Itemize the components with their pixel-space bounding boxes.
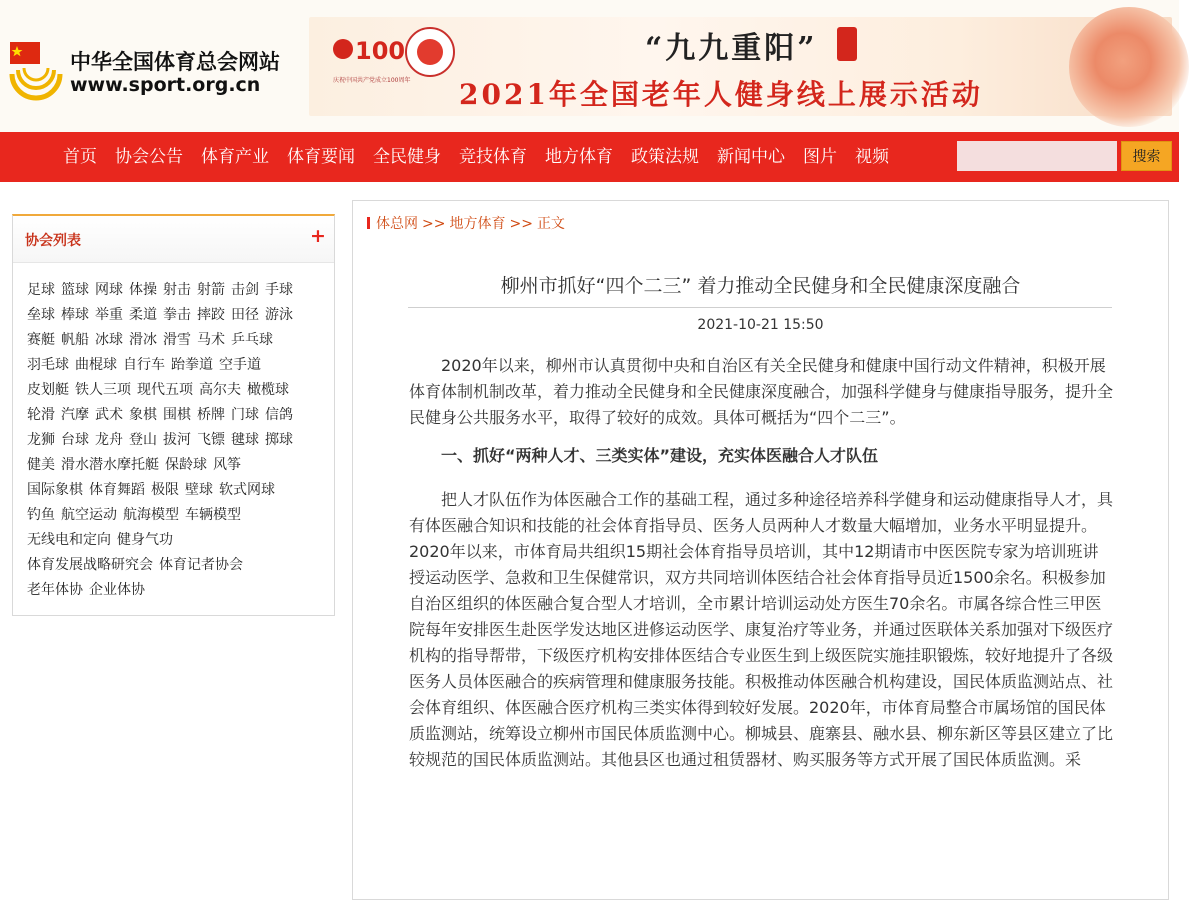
association-row <box>27 528 327 553</box>
association-link[interactable]: 滑冰 <box>129 332 157 348</box>
nav-item-9[interactable]: 图片 <box>803 147 837 167</box>
article-title: 柳州市抓好“四个二三” 着力推动全民健身和全民健康深度融合 <box>500 275 1021 297</box>
nav-item-3[interactable]: 体育要闻 <box>287 147 355 167</box>
association-link[interactable]: 健身气功 <box>117 532 173 548</box>
association-link[interactable]: 跆拳道 <box>171 357 213 373</box>
association-link[interactable]: 滑水潜水摩托艇 <box>61 457 159 473</box>
association-link[interactable]: 壁球 <box>185 482 213 498</box>
association-link[interactable]: 高尔夫 <box>199 382 241 398</box>
nav-item-6[interactable]: 地方体育 <box>545 147 613 167</box>
association-row <box>27 378 327 403</box>
association-link[interactable]: 铁人三项 <box>75 382 131 398</box>
breadcrumb <box>367 213 565 233</box>
association-link[interactable]: 垒球 <box>27 307 55 323</box>
event-banner[interactable] <box>309 17 1172 116</box>
association-link[interactable]: 网球 <box>95 282 123 298</box>
association-link[interactable]: 围棋 <box>163 407 191 423</box>
association-row <box>27 503 327 528</box>
association-link[interactable]: 钓鱼 <box>27 507 55 523</box>
nav-item-0[interactable]: 首页 <box>63 147 97 167</box>
association-row <box>27 303 327 328</box>
banner-seal-icon <box>837 27 857 61</box>
site-header <box>0 0 1179 132</box>
party-100-badge-icon <box>331 27 406 77</box>
article-panel <box>352 200 1169 900</box>
association-link[interactable]: 拳击 <box>163 307 191 323</box>
association-link[interactable]: 国际象棋 <box>27 482 83 498</box>
breadcrumb-marker-icon <box>367 217 370 229</box>
association-link[interactable]: 车辆模型 <box>185 507 241 523</box>
association-link[interactable]: 航空运动 <box>61 507 117 523</box>
banner-subtitle: 2021年全国老年人健身线上展示活动 <box>459 78 983 111</box>
association-link[interactable]: 航海模型 <box>123 507 179 523</box>
expand-plus-icon[interactable]: + <box>310 225 326 247</box>
association-link[interactable]: 汽摩 <box>61 407 89 423</box>
site-name: 中华全国体育总会网站 <box>70 50 280 74</box>
nav-item-5[interactable]: 竞技体育 <box>459 147 527 167</box>
association-link[interactable]: 保龄球 <box>165 457 207 473</box>
association-link[interactable]: 体育舞蹈 <box>89 482 145 498</box>
sidebar-header <box>13 216 334 263</box>
association-row <box>27 453 327 478</box>
association-sidebar <box>12 214 335 616</box>
association-link[interactable]: 健美 <box>27 457 55 473</box>
association-link[interactable]: 龙狮 <box>27 432 55 448</box>
association-link[interactable]: 滑雪 <box>163 332 191 348</box>
association-link[interactable]: 马术 <box>197 332 225 348</box>
association-link[interactable]: 登山 <box>129 432 157 448</box>
association-link[interactable]: 掷球 <box>265 432 293 448</box>
breadcrumb-link[interactable]: 正文 <box>536 216 565 232</box>
association-row <box>27 478 327 503</box>
breadcrumb-link[interactable]: 地方体育 <box>449 216 506 232</box>
nav-items <box>54 132 898 182</box>
association-row <box>27 428 327 453</box>
association-link[interactable]: 橄榄球 <box>247 382 289 398</box>
banner-title: “九九重阳” <box>645 31 818 66</box>
nav-item-8[interactable]: 新闻中心 <box>717 147 785 167</box>
association-link[interactable]: 手球 <box>265 282 293 298</box>
nav-item-7[interactable]: 政策法规 <box>631 147 699 167</box>
association-link[interactable]: 极限 <box>151 482 179 498</box>
association-link[interactable]: 无线电和定向 <box>27 532 111 548</box>
association-row <box>27 328 327 353</box>
article-paragraph: 把人才队伍作为体医融合工作的基础工程，通过多种途径培养科学健身和运动健康指导人才，具有体医融合知识和技能的社会体育指导员、医务人员两种人才数量大幅增加，业务水平明显提升。2020年以来，市体育局共组织15期社会体育指导员培训，其中12期请市中医医院专家为培训班讲授运动医学、急救和卫生保健常识，双方共同培训体医结合社会体育指导员近1500余名。积极参加自治区组织的体医融合复合型人才培训，全市累计培训运动处方医生70余名。市属各综合性三甲医院每年安排医生赴医学发达地区进修运动医学、康复治疗等业务，并通过医联体关系加强对下级医疗机构的指导帮带，下级医疗机构安排体医结合专业医生到上级医院实施挂职锻炼，较好地提升了各级医务人员体医融合的疾病管理和健康服务技能。积极推动体医融合机构建设，国民体质监测站点、社会体育组织、体医融合医疗机构三类实体得到较好发展。2020年，市体育局整合市属场馆的国民体质监测站，统筹设立柳州市国民体质监测中心。柳城县、鹿寨县、融水县、柳东新区等县区建立了比较规范的国民体质监测站。其他县区也通过租赁器材、购买服务等方式开展了国民体质监测。采 <box>409 490 1114 769</box>
association-link[interactable]: 武术 <box>95 407 123 423</box>
badge-caption: 庆祝中国共产党成立100周年 <box>333 77 411 84</box>
association-link[interactable]: 举重 <box>95 307 123 323</box>
association-link[interactable]: 企业体协 <box>89 582 145 598</box>
association-link[interactable]: 桥牌 <box>197 407 225 423</box>
association-link[interactable]: 信鸽 <box>265 407 293 423</box>
breadcrumb-link[interactable]: 体总网 <box>376 216 418 232</box>
association-link[interactable]: 羽毛球 <box>27 357 69 373</box>
association-row <box>27 403 327 428</box>
association-link[interactable]: 射击 <box>163 282 191 298</box>
association-link[interactable]: 风筝 <box>213 457 241 473</box>
association-list <box>27 278 327 603</box>
association-row <box>27 353 327 378</box>
breadcrumb-separator: >> <box>509 216 533 232</box>
site-url: www.sport.org.cn <box>70 74 261 96</box>
association-link[interactable]: 乒乓球 <box>231 332 273 348</box>
association-link[interactable]: 帆船 <box>61 332 89 348</box>
association-link[interactable]: 曲棍球 <box>75 357 117 373</box>
association-row <box>27 553 327 578</box>
logo-emblem-icon <box>8 40 64 98</box>
search-button[interactable]: 搜索 <box>1121 141 1172 171</box>
association-link[interactable]: 赛艇 <box>27 332 55 348</box>
association-link[interactable]: 拔河 <box>163 432 191 448</box>
nav-item-1[interactable]: 协会公告 <box>115 147 183 167</box>
article-subheading: 一、抓好“两种人才、三类实体”建设，充实体医融合人才队伍 <box>441 446 879 465</box>
association-link[interactable]: 象棋 <box>129 407 157 423</box>
association-link[interactable]: 体育发展战略研究会 <box>27 557 153 573</box>
association-link[interactable]: 软式网球 <box>219 482 275 498</box>
association-link[interactable]: 棒球 <box>61 307 89 323</box>
association-link[interactable]: 门球 <box>231 407 259 423</box>
badge-number: 100 <box>355 37 406 65</box>
association-link[interactable]: 现代五项 <box>137 382 193 398</box>
association-link[interactable]: 射箭 <box>197 282 225 298</box>
association-link[interactable]: 篮球 <box>61 282 89 298</box>
association-link[interactable]: 游泳 <box>265 307 293 323</box>
association-link[interactable]: 老年体协 <box>27 582 83 598</box>
title-divider <box>408 307 1112 308</box>
association-row <box>27 278 327 303</box>
nav-item-2[interactable]: 体育产业 <box>201 147 269 167</box>
association-link[interactable]: 自行车 <box>123 357 165 373</box>
article-paragraph: 2020年以来，柳州市认真贯彻中央和自治区有关全民健身和健康中国行动文件精神，积极开展体育体制机制改革，着力推动全民健身和全民健康深度融合，加强科学健身与健康指导服务，提升全民健身公共服务水平，取得了较好的成效。具体可概括为“四个二三”。 <box>409 356 1114 427</box>
search-input[interactable] <box>957 141 1117 171</box>
association-link[interactable]: 台球 <box>61 432 89 448</box>
association-link[interactable]: 击剑 <box>231 282 259 298</box>
association-link[interactable]: 毽球 <box>231 432 259 448</box>
association-link[interactable]: 足球 <box>27 282 55 298</box>
association-link[interactable]: 皮划艇 <box>27 382 69 398</box>
association-link[interactable]: 摔跤 <box>197 307 225 323</box>
association-row <box>27 578 327 603</box>
association-link[interactable]: 体操 <box>129 282 157 298</box>
association-link[interactable]: 冰球 <box>95 332 123 348</box>
association-link[interactable]: 田径 <box>231 307 259 323</box>
sport-emblem-icon <box>405 27 455 77</box>
peony-flower-icon <box>1069 7 1189 127</box>
breadcrumb-separator: >> <box>422 216 446 232</box>
nav-item-4[interactable]: 全民健身 <box>373 147 441 167</box>
nav-item-10[interactable]: 视频 <box>855 147 889 167</box>
association-link[interactable]: 柔道 <box>129 307 157 323</box>
association-link[interactable]: 飞镖 <box>197 432 225 448</box>
association-link[interactable]: 空手道 <box>219 357 261 373</box>
association-link[interactable]: 龙舟 <box>95 432 123 448</box>
association-link[interactable]: 体育记者协会 <box>159 557 243 573</box>
article-date: 2021-10-21 15:50 <box>697 317 824 333</box>
article-body <box>409 353 1114 785</box>
association-link[interactable]: 轮滑 <box>27 407 55 423</box>
sidebar-title: 协会列表 <box>25 233 81 249</box>
site-logo[interactable] <box>8 40 288 100</box>
